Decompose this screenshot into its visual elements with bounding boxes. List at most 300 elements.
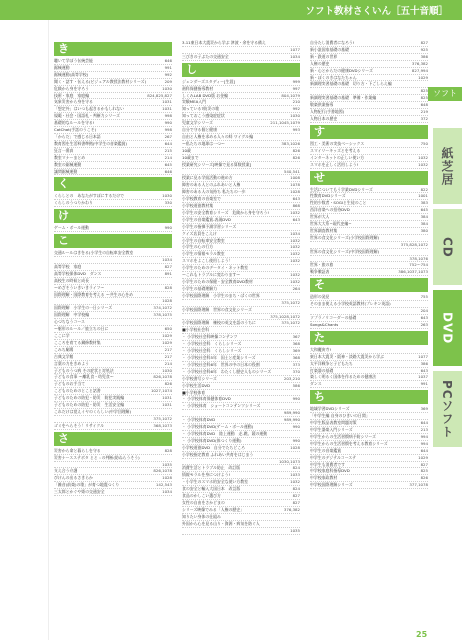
entry-title: 高等学校保体DVD ダンス — [54, 270, 102, 276]
entry-page-ref: 645 — [164, 161, 172, 167]
entry-title: ・ 小学校体育DVD(体つくり運動) — [182, 437, 242, 443]
margin-guide — [48, 20, 49, 640]
tab-kamishibai[interactable]: 紙芝居 — [433, 128, 462, 204]
entry-page-ref — [298, 293, 300, 299]
index-entry — [182, 431, 300, 438]
entry-page-ref: 375,1072 — [153, 415, 172, 421]
index-entry — [310, 406, 428, 413]
entry-title: 自由と人権を求める人々の絆 ワイグル編 — [182, 133, 253, 139]
index-entry — [54, 402, 172, 409]
entry-title: 世界の食文化シリーズ(中学校国際理解) — [310, 248, 379, 254]
index-entry — [54, 448, 172, 455]
index-entry — [182, 528, 300, 535]
entry-page-ref — [298, 307, 300, 313]
entry-title: 小学校教育の音楽室で — [182, 196, 221, 202]
index-entry — [54, 475, 172, 482]
entry-page-ref — [426, 301, 428, 307]
index-entry — [54, 416, 172, 423]
index-entry — [182, 238, 300, 245]
entry-page-ref: 377,1078 — [409, 482, 428, 488]
entry-title: 国際理解 中学校編 — [54, 312, 90, 318]
entry-page-ref: 1032 — [290, 272, 300, 278]
entry-page-ref: 1034 — [290, 230, 300, 236]
index-column-3 — [310, 40, 428, 489]
entry-title: こみち劇場 — [54, 346, 74, 352]
entry-page-ref: 993 — [292, 127, 300, 133]
entry-page-ref — [426, 148, 428, 154]
entry-page-ref: 1037 — [418, 374, 428, 380]
tab-dvd[interactable]: DVD — [433, 290, 462, 366]
entry-page-ref: 1032 — [290, 237, 300, 243]
entry-page-ref: 826 — [420, 475, 428, 481]
entry-title: 中学生からの生活習慣を考える教育シリーズ — [310, 440, 388, 446]
index-entry — [310, 441, 428, 448]
index-entry — [182, 286, 300, 293]
entry-title: 中学生の音楽鑑賞 — [310, 447, 342, 453]
entry-title: 教室マナーまとめ — [54, 154, 86, 160]
entry-page-ref: 999 — [292, 78, 300, 84]
entry-title: 食品のかしこい選び方 — [182, 493, 221, 499]
entry-page-ref: 214 — [164, 154, 172, 160]
index-entry — [310, 462, 428, 469]
entry-title: くらしとの あなたがすぼにするだけで — [54, 193, 125, 199]
entry-page-ref: 822 — [420, 186, 428, 192]
index-entry — [54, 312, 172, 319]
entry-page-ref — [298, 40, 300, 46]
entry-title: 人物日本の歴史 — [310, 115, 338, 121]
entry-page-ref: 826 — [292, 147, 300, 153]
index-entry — [182, 258, 300, 265]
entry-page-ref: 586 — [292, 382, 300, 388]
entry-title: 中学生のデジテルコーステ — [310, 454, 357, 460]
entry-page-ref: 644 — [420, 447, 428, 453]
index-entry — [310, 249, 428, 256]
entry-title: 聞く・話す・伝える(ビジュアル教授法教材シリーズ) — [54, 78, 147, 84]
index-entry — [310, 269, 428, 276]
index-entry — [54, 361, 172, 368]
entry-page-ref: 643 — [420, 315, 428, 320]
entry-page-ref: 1031 — [162, 402, 172, 408]
entry-page-ref — [298, 403, 300, 409]
index-entry — [54, 155, 172, 162]
index-entry — [310, 361, 428, 368]
entry-page-ref: 990 — [292, 424, 300, 430]
entry-title: 小学校指定教育 ふれあい共育をはじまう — [182, 451, 254, 457]
entry-title: 造形の発見 — [310, 294, 330, 300]
entry-page-ref: 824 — [292, 465, 300, 471]
entry-title: 太平洋戦争と子どもたち — [310, 360, 353, 366]
index-entry — [310, 81, 428, 88]
index-entry — [310, 294, 428, 301]
entry-title: 打楽器の基礎 — [310, 367, 334, 373]
entry-title: ・ 小学校社会科 くらしシリーズ — [182, 341, 242, 347]
side-label: ソフト — [428, 87, 462, 101]
index-entry — [182, 203, 300, 210]
index-entry — [310, 475, 428, 482]
entry-title: 実験MEA入門 — [182, 99, 207, 105]
entry-title: 小学校国際理解 小学生のまち・ばくの世界 — [182, 292, 260, 298]
entry-page-ref: 369 — [420, 406, 428, 412]
index-entry — [182, 521, 300, 528]
index-entry — [54, 148, 172, 155]
entry-title: 西洋音楽への招待DVD — [310, 207, 350, 213]
entry-title: 〜躯形のルール／旅立ちの日に — [54, 326, 109, 332]
entry-title: 世界が大人 — [310, 214, 330, 220]
index-entry — [182, 334, 300, 341]
index-entry — [182, 86, 300, 93]
entry-title: 高校生の時候と成長 — [54, 277, 90, 283]
entry-page-ref — [170, 319, 172, 325]
section-heading: す — [310, 125, 428, 139]
index-entry — [182, 355, 300, 362]
index-entry — [54, 482, 172, 489]
index-entry — [310, 116, 428, 123]
entry-title: これだけは覚えイヤのくらしい(中学団理解) — [54, 408, 131, 414]
index-entry — [54, 169, 172, 176]
entry-title: 知っておこう感染症症状 — [182, 113, 225, 119]
entry-title: 支え合う介護 — [54, 468, 78, 474]
section-heading: く — [54, 177, 172, 191]
entry-title: ・ 小学校社会科5年 国土と産業シリーズ — [182, 354, 256, 360]
entry-page-ref — [426, 81, 428, 87]
entry-page-ref: 752〜754 — [409, 262, 428, 268]
index-entry — [310, 315, 428, 322]
entry-page-ref: 330 — [164, 200, 172, 206]
entry-page-ref: 375,828,1072 — [400, 241, 428, 247]
index-entry — [182, 300, 300, 307]
entry-title: シリーズ映像でみる「人権の歴史」 — [182, 506, 245, 512]
entry-page-ref: 383,1026 — [281, 140, 300, 146]
index-entry — [54, 65, 172, 72]
entry-page-ref: 1077 — [290, 46, 300, 52]
index-entry — [310, 54, 428, 61]
entry-page-ref: 386,1037,1073 — [398, 269, 428, 275]
entry-title: そのまま使える小学校英語教材(プレキン英語) — [310, 301, 391, 307]
entry-title: ・ 小学校体育 ショートコンテンツシリーズ — [182, 403, 261, 409]
entry-title: 知りたい身体の仕組み — [182, 513, 221, 519]
section-heading: け — [54, 209, 172, 223]
entry-title: くらしのうつりかわり — [54, 200, 93, 206]
entry-title: ダンス — [310, 381, 322, 387]
index-entry — [182, 210, 300, 217]
tab-pc-software[interactable]: PCソフト — [433, 371, 462, 447]
entry-page-ref: 644 — [164, 140, 172, 146]
index-entry — [54, 455, 172, 462]
entry-page-ref: 1028 — [290, 189, 300, 195]
entry-page-ref: 825 — [420, 95, 428, 101]
entry-title: 教室の鋸械運動 — [54, 161, 82, 167]
entry-title: 小学生の音楽鑑賞-表現DVD — [182, 216, 231, 222]
entry-title: 性的少数者・SOGIと生徒のこと — [310, 200, 367, 206]
index-entry — [182, 348, 300, 355]
entry-page-ref — [170, 278, 172, 284]
section-heading: さ — [54, 432, 172, 446]
index-entry — [54, 106, 172, 113]
entry-title: ソプラノリコーダーの基礎 — [310, 315, 357, 320]
entry-page-ref: 1033 — [290, 472, 300, 478]
entry-title: 中学生も消費者です — [310, 461, 346, 467]
entry-page-ref: 373 — [292, 361, 300, 367]
index-entry — [54, 423, 172, 430]
index-entry — [182, 47, 300, 54]
entry-title: 子どもの食事 〜離乳食・幼児食〜 — [54, 374, 114, 380]
index-entry — [310, 221, 428, 228]
index-entry — [310, 242, 428, 249]
entry-title: 知っている?防災の歌 — [182, 106, 220, 112]
entry-title: 小学校生活DVD — [182, 382, 211, 388]
entry-page-ref: 827 — [292, 493, 300, 499]
entry-page-ref — [298, 327, 300, 333]
entry-title: 世界調査教材集 — [310, 227, 338, 233]
index-entry — [54, 264, 172, 271]
entry-page-ref: 827 — [164, 263, 172, 269]
index-entry — [182, 320, 300, 327]
entry-title: 歯科保健指導教材 — [182, 85, 214, 91]
index-entry — [182, 307, 300, 314]
index-entry — [182, 148, 300, 155]
index-entry — [54, 93, 172, 100]
index-entry — [310, 420, 428, 427]
section-heading: た — [310, 331, 428, 345]
index-entry — [182, 99, 300, 106]
index-entry — [310, 482, 428, 489]
entry-title: 狂言一番真 — [54, 147, 74, 153]
entry-title: 人権の歴史 — [310, 60, 330, 66]
entry-page-ref: 1032 — [418, 154, 428, 160]
entry-page-ref: 646 — [164, 58, 172, 63]
index-entry — [310, 207, 428, 214]
index-entry — [54, 120, 172, 127]
index-entry — [182, 314, 300, 321]
index-entry — [54, 462, 172, 469]
entry-title: 敬楽供業指導 — [310, 102, 334, 108]
entry-page-ref: 370 — [292, 368, 300, 374]
entry-page-ref — [170, 292, 172, 298]
entry-page-ref: 650 — [164, 326, 172, 332]
entry-page-ref: 1028 — [290, 444, 300, 450]
entry-title: しくみLAB DVD版 お金編 — [182, 92, 228, 98]
entry-page-ref: 992 — [164, 71, 172, 77]
entry-page-ref — [298, 134, 300, 140]
entry-title: ・ 小学校社会科映像コンテンツ — [182, 334, 238, 340]
index-entry — [182, 514, 300, 521]
index-entry — [54, 326, 172, 333]
entry-page-ref: 540,541 — [283, 168, 300, 174]
entry-page-ref: 826 — [292, 154, 300, 160]
entry-title: 「中学生編 自身のひきいの日関」 — [310, 413, 370, 419]
entry-title: スマホを正しく活用しよう! — [310, 161, 359, 167]
index-entry — [54, 134, 172, 141]
entry-title: 新調理実習基礎の基礎 切り方・下ごしらえ編 — [310, 81, 392, 87]
entry-title: 小学校国際理解 権校の英文を語のうちに — [182, 320, 256, 326]
index-entry — [182, 507, 300, 514]
index-entry — [182, 327, 300, 334]
entry-page-ref — [170, 409, 172, 415]
entry-page-ref: 997 — [292, 85, 300, 91]
entry-page-ref: 994 — [420, 440, 428, 446]
entry-title: 障害のある人とのふれあいと人権 — [182, 182, 241, 188]
index-entry — [182, 438, 300, 445]
entry-title: ・ 小学校体育DVD(ゲーム・ボール運動) — [182, 424, 254, 430]
index-entry — [310, 88, 428, 95]
index-entry — [54, 292, 172, 299]
entry-page-ref — [298, 390, 300, 396]
entry-page-ref: 1029 — [162, 333, 172, 338]
index-entry — [54, 388, 172, 395]
entry-page-ref: 142,543 — [155, 482, 172, 488]
index-entry — [182, 54, 300, 61]
index-entry — [310, 148, 428, 155]
entry-title: クイズ店員をこえけ — [182, 230, 217, 236]
entry-page-ref: 214 — [164, 360, 172, 366]
entry-title: 〜私たちの地球は一つ〜 — [182, 140, 225, 146]
entry-title: 小学校国際理解 世界の食文化シリーズ — [182, 306, 252, 312]
index-entry — [182, 217, 300, 224]
entry-page-ref — [426, 249, 428, 255]
index-entry — [310, 40, 428, 47]
index-entry — [182, 265, 300, 272]
entry-title: 災害から命と暮らしを守る — [54, 447, 101, 453]
index-entry — [54, 193, 172, 200]
index-entry — [54, 86, 172, 93]
entry-page-ref: 826,1078 — [153, 468, 172, 474]
entry-page-ref: 267 — [164, 133, 172, 139]
index-entry — [310, 413, 428, 420]
entry-title: 三びきの子ぶたの交通安全 — [182, 53, 229, 59]
entry-title: 国際理解 小学生の一日シリーズ — [54, 305, 113, 311]
section-heading: せ — [310, 171, 428, 185]
entry-title: ・ 小学校社会科6年 わたくし歴史人ものシリーズ — [182, 368, 272, 374]
entry-title: 新調理実習基礎の基礎 準備・作業編 — [310, 95, 377, 101]
index-entry — [310, 162, 428, 169]
entry-title: 障害のある人の気持ち 私たちの一歩 — [182, 189, 246, 195]
entry-title: ・ 小学校体育DVD — [182, 417, 216, 423]
entry-title: 鋸械運動 — [54, 64, 70, 70]
entry-page-ref: 989,990 — [283, 417, 300, 423]
entry-page-ref — [170, 250, 172, 256]
entry-page-ref: 827 — [420, 461, 428, 467]
index-entry — [182, 127, 300, 134]
entry-title: 中学生版品表教室問題対策 — [310, 420, 357, 426]
entry-page-ref: 826,1078 — [153, 374, 172, 380]
entry-page-ref: 1030,1073 — [278, 458, 300, 464]
entry-page-ref: 203,210 — [283, 375, 300, 381]
entry-page-ref: 827 — [292, 500, 300, 505]
entry-page-ref: 1032 — [418, 161, 428, 167]
index-entry — [54, 298, 172, 305]
entry-page-ref: 1077 — [418, 353, 428, 359]
index-column-2 — [182, 40, 300, 535]
entry-title: 小学生の基礎理解力 — [182, 285, 218, 291]
index-entry — [54, 58, 172, 65]
entry-page-ref: 1034 — [162, 489, 172, 495]
entry-title: 高等学校 家庭 — [54, 263, 82, 269]
entry-title: 古典文学館 — [54, 353, 74, 359]
entry-page-ref: 1032 — [290, 244, 300, 250]
entry-page-ref: 990 — [292, 396, 300, 402]
entry-page-ref: 824 — [292, 486, 300, 492]
entry-title: 小学生のためのデータイ・ネット教室 — [182, 265, 249, 271]
index-entry — [310, 427, 428, 434]
index-entry — [182, 231, 300, 238]
entry-page-ref: 825 — [420, 468, 428, 474]
index-entry — [182, 224, 300, 231]
index-entry — [310, 214, 428, 221]
entry-page-ref: 868 — [292, 203, 300, 209]
index-entry — [182, 106, 300, 113]
entry-page-ref: 210 — [292, 99, 300, 105]
entry-page-ref: 369 — [292, 348, 300, 354]
entry-title: ・小学生のスマホ的安全な使い方教室 — [182, 479, 249, 485]
index-entry — [182, 459, 300, 466]
entry-title: 中学生からの生活習慣病予防シリーズ — [310, 433, 376, 439]
index-entry — [54, 319, 172, 326]
entry-page-ref: 990 — [164, 225, 172, 231]
entry-title: 新小説国家基礎の基礎 — [310, 46, 349, 52]
entry-page-ref: 828 — [164, 284, 172, 290]
entry-page-ref: 376,382 — [283, 506, 300, 512]
index-entry — [54, 200, 172, 207]
entry-title: 「想定外」はいつも起きるかもしれない — [54, 106, 125, 112]
tab-cd[interactable]: CD — [433, 209, 462, 285]
index-entry — [54, 395, 172, 402]
entry-title: ジェンダーズスタディー[生涯] — [182, 78, 235, 84]
entry-page-ref: 376,382 — [411, 60, 428, 66]
entry-title: ■小学校体育 — [182, 389, 206, 395]
entry-page-ref: 215 — [164, 147, 172, 153]
entry-title: 女性の自由をさかどまの — [182, 500, 225, 505]
entry-title: ■小学校社会科 — [182, 327, 210, 333]
index-entry — [310, 95, 428, 102]
entry-page-ref: 383 — [420, 200, 428, 206]
index-entry — [54, 113, 172, 120]
index-entry — [182, 169, 300, 176]
entry-page-ref: 755 — [420, 294, 428, 300]
index-entry — [54, 225, 172, 232]
index-entry — [182, 369, 300, 376]
index-entry — [182, 479, 300, 486]
entry-title: ここに学 — [54, 333, 70, 338]
entry-page-ref — [298, 452, 300, 458]
entry-title: 言葉の力をきめよう — [54, 360, 90, 366]
index-entry — [310, 322, 428, 329]
entry-page-ref: 374,1072 — [153, 305, 172, 311]
entry-page-ref: 217 — [164, 353, 172, 359]
entry-title: 3.11東日本大震災から学ぶ 津波・余を守る備え — [182, 40, 266, 45]
index-entry — [310, 155, 428, 162]
entry-page-ref: 804,1079 — [281, 92, 300, 98]
index-entry — [182, 182, 300, 189]
entry-title: ゴミをへらそう！リサイクル — [54, 422, 105, 428]
entry-title: 授業に見る学級活動の進め方 — [182, 175, 233, 181]
entry-title: 新・ぼくのきはなたちゃん — [310, 74, 357, 80]
entry-page-ref: 990 — [164, 120, 172, 126]
index-entry — [54, 468, 172, 475]
entry-page-ref — [298, 431, 300, 437]
index-entry — [182, 244, 300, 251]
entry-page-ref: 1029 — [418, 454, 428, 460]
index-entry — [310, 75, 428, 82]
entry-title: 人物紀行(手書地図) — [310, 109, 345, 115]
index-entry — [310, 448, 428, 455]
entry-page-ref: 263 — [420, 321, 428, 327]
index-entry — [54, 79, 172, 86]
index-entry — [310, 141, 428, 148]
entry-title: 中学生器楽入門シリーズ — [310, 426, 353, 432]
entry-title: 消費生活とトラブル防止 改訂版 — [182, 465, 241, 471]
index-entry — [182, 93, 300, 100]
entry-page-ref: 1001 — [418, 193, 428, 199]
